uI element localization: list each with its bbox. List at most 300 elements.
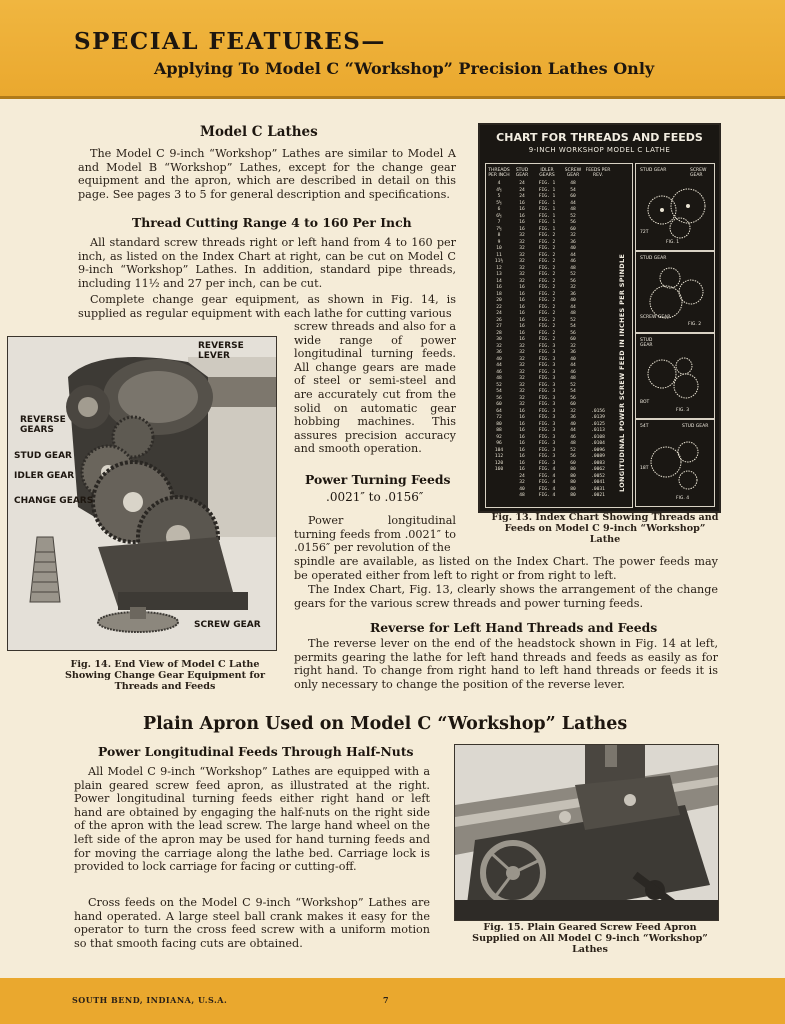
chart-table (485, 163, 633, 508)
chart-row (486, 376, 632, 382)
col-header-feeds: FEEDS PER REV. (585, 168, 611, 178)
power-turning-paragraph-b: spindle are available, as listed on the Index Chart. The power feeds may be operated either from left to right or from right to left. (294, 555, 718, 582)
chart-cell: 7 (497, 220, 501, 225)
chart-cell: 16 (519, 317, 525, 323)
chart-cell: 32 (519, 246, 525, 251)
chart-cell: 56 (570, 330, 576, 336)
chart-cell: 18 (496, 291, 502, 297)
chart-cell: .0125 (591, 421, 605, 427)
chart-row (486, 461, 632, 467)
chart-subtitle: 9-INCH WORKSHOP MODEL C LATHE (528, 146, 671, 154)
fig4-label: FIG. 4 (676, 496, 690, 501)
chart-row (486, 188, 632, 194)
chart-cell: FIG. 3 (538, 363, 556, 368)
chart-cell: 32 (519, 389, 525, 394)
chart-cell: 8 (497, 233, 501, 238)
chart-row (486, 207, 632, 213)
chart-row (486, 402, 632, 408)
chart-cell: 16 (519, 324, 525, 329)
chart-cell: FIG. 3 (538, 389, 556, 394)
chart-cell: 16 (519, 220, 525, 225)
chart-cell: 11½ (494, 259, 504, 264)
chart-cell: 16 (519, 441, 525, 446)
chart-cell: 96 (496, 441, 502, 446)
chart-cell: .0104 (591, 441, 605, 446)
chart-cell: 22 (496, 304, 502, 310)
fig13-caption: Fig. 13. Index Chart Showing Threads and Feeds on Model C 9-inch “Workshop” Lathe (491, 512, 719, 545)
chart-row (486, 357, 632, 363)
chart-cell: 40 (570, 246, 576, 251)
chart-cell: FIG. 4 (538, 467, 556, 472)
chart-cell: FIG. 3 (538, 382, 556, 388)
chart-row (486, 246, 632, 252)
page-number: 7 (383, 995, 389, 1005)
chart-cell: .0041 (591, 480, 605, 485)
apron-paragraph: All Model C 9-inch “Workshop” Lathes are equipped with a plain geared screw feed apron, as illustrated at the right. Power longitudinal turning feeds either right hand or left hand are obtained by engaging the half-nuts on the right side of the apron with the lead screw. The large hand wheel on the left side of the apron may be used for hand turning feeds and for moving the carriage along the lathe bed. Carriage lock is provided to lock carriage for facing or cutting-off. (74, 765, 430, 874)
chart-row (486, 220, 632, 226)
chart-row (486, 305, 632, 311)
chart-cell: FIG. 2 (538, 272, 556, 277)
chart-cell: 88 (496, 428, 502, 433)
chart-cell: FIG. 2 (538, 304, 556, 310)
chart-cell: 24 (519, 187, 525, 193)
chart-cell: 36 (570, 239, 576, 245)
chart-cell: 54 (496, 389, 502, 394)
power-turning-range: .0021″ to .0156″ (326, 490, 424, 504)
chart-cell: 60 (570, 337, 576, 342)
chart-fig1 (635, 163, 715, 251)
chart-cell: 56 (570, 278, 576, 284)
chart-cell: 32 (570, 408, 576, 414)
chart-cell: FIG. 3 (538, 369, 556, 375)
chart-row (486, 337, 632, 343)
chart-cell: 112 (494, 454, 504, 459)
chart-cell: 5½ (496, 200, 502, 206)
chart-row (486, 279, 632, 285)
chart-cell: FIG. 3 (538, 356, 556, 362)
fig1-screw-label: SCREW GEAR (690, 168, 707, 178)
chart-row (486, 396, 632, 402)
chart-cell: .0031 (591, 486, 605, 492)
chart-fig2 (635, 251, 715, 333)
chart-row (486, 454, 632, 460)
chart-cell: 48 (570, 376, 576, 381)
chart-cell: 16 (519, 415, 525, 420)
svg-text:LONGITUDINAL POWER SCREW FEED: LONGITUDINAL POWER SCREW FEED IN INCHES PER SPINDLE REVOLUTION (618, 254, 626, 492)
chart-cell: FIG. 2 (538, 259, 556, 264)
chart-cell: FIG. 2 (538, 311, 556, 316)
label-stud-gear: STUD GEAR (14, 451, 72, 461)
chart-cell: FIG. 2 (538, 337, 556, 342)
chart-cell: 60 (570, 460, 576, 466)
chart-cell: 6½ (496, 213, 502, 219)
change-gear-illustration (8, 337, 276, 650)
chart-fig3 (635, 333, 715, 419)
chart-cell: 80 (570, 486, 576, 492)
chart-row (486, 441, 632, 447)
chart-cell: 32 (519, 272, 525, 277)
chart-cell: 60 (570, 226, 576, 232)
chart-row (486, 272, 632, 278)
chart-cell: FIG. 2 (538, 298, 556, 303)
chart-row (486, 435, 632, 441)
chart-cell: FIG. 4 (538, 480, 556, 485)
chart-cell: FIG. 2 (538, 233, 556, 238)
chart-cell: 16 (496, 285, 502, 290)
chart-cell: FIG. 4 (538, 473, 556, 479)
label-reverse-lever: REVERSE LEVER (198, 341, 244, 361)
chart-row (486, 350, 632, 356)
chart-cell: 52 (496, 382, 502, 388)
chart-cell: 56 (570, 454, 576, 459)
chart-cell: 44 (496, 363, 502, 368)
fig1-stud-label: STUD GEAR (640, 168, 667, 173)
chart-row (486, 266, 632, 272)
fig1-72t-label: 72T (640, 230, 649, 235)
change-gear-paragraph-a: Complete change gear equipment, as shown in Fig. 14, is supplied as regular equipment with each lathe for cutting various (78, 293, 456, 320)
chart-cell: 30 (496, 337, 502, 342)
section-heading-model-c: Model C Lathes (200, 124, 318, 140)
chart-cell: .0062 (591, 467, 605, 472)
chart-cell: 60 (570, 402, 576, 407)
chart-cell: 24 (519, 181, 525, 186)
chart-row (486, 233, 632, 239)
fig14-photo (7, 336, 277, 651)
fig15-photo (454, 744, 719, 921)
chart-cell: FIG. 1 (538, 213, 556, 219)
chart-cell: 16 (519, 226, 525, 232)
chart-cell: 60 (496, 402, 502, 407)
thread-range-paragraph: All standard screw threads right or left hand from 4 to 160 per inch, as listed on the Index Chart at right, can be cut on Model C 9-inch “Workshop” Lathes. In addition, standard pipe threads, including 11½ and 27 per inch, can be cut. (78, 236, 456, 290)
chart-cell: 16 (519, 434, 525, 440)
chart-cell: FIG. 3 (538, 441, 556, 446)
chart-cell: 32 (519, 259, 525, 264)
chart-cell: 54 (570, 187, 576, 193)
fig15-caption: Fig. 15. Plain Geared Screw Feed Apron Supplied on All Model C 9-inch “Workshop” Lathes (472, 922, 708, 955)
chart-cell: 32 (519, 233, 525, 238)
chart-cell: 7½ (496, 226, 502, 232)
fig3-label: FIG. 3 (676, 408, 690, 413)
chart-cell: 16 (519, 421, 525, 427)
chart-cell: 48 (570, 207, 576, 212)
chart-cell: 44 (570, 363, 576, 368)
chart-cell: 36 (570, 350, 576, 355)
chart-cell: FIG. 1 (538, 187, 556, 193)
chart-cell: 32 (519, 402, 525, 407)
chart-cell: 56 (570, 220, 576, 225)
chart-cell: 80 (496, 421, 502, 427)
chart-row (486, 181, 632, 187)
col-header-idler: IDLER GEARS (539, 168, 555, 178)
chart-cell: 52 (570, 272, 576, 277)
chart-cell: 56 (570, 395, 576, 401)
chart-cell: FIG. 3 (538, 421, 556, 427)
chart-cell: 36 (570, 415, 576, 420)
chart-cell: .0096 (591, 447, 605, 453)
chart-cell: 13 (496, 272, 502, 277)
chart-cell: FIG. 2 (538, 330, 556, 336)
chart-cell: 32 (519, 239, 525, 245)
reverse-paragraph: The reverse lever on the end of the headstock shown in Fig. 14 at left, permits gearing the lathe for left hand threads and feeds as easily as for right hand. To change from right hand to left hand threads or feeds it is only necessary to change the position of the reverse lever. (294, 637, 718, 691)
chart-cell: 36 (570, 291, 576, 297)
fig3-bot-label: BOT (640, 400, 650, 405)
header-divider (0, 96, 785, 99)
chart-cell: FIG. 2 (538, 239, 556, 245)
chart-cell: 6 (497, 207, 501, 212)
chart-cell: 16 (519, 428, 525, 433)
chart-cell: FIG. 1 (538, 181, 556, 186)
chart-cell: FIG. 3 (538, 428, 556, 433)
chart-cell: 16 (519, 213, 525, 219)
page-footer (0, 978, 785, 1024)
chart-cell: 46 (570, 259, 576, 264)
chart-fig4 (635, 419, 715, 507)
thread-range-heading: Thread Cutting Range 4 to 160 Per Inch (132, 215, 412, 230)
chart-cell: FIG. 1 (538, 207, 556, 212)
chart-cell: 32 (519, 395, 525, 401)
chart-cell: 72 (496, 415, 502, 420)
chart-row (486, 487, 632, 493)
chart-cell: FIG. 2 (538, 252, 556, 258)
chart-row (486, 194, 632, 200)
chart-cell: 160 (494, 467, 504, 472)
chart-cell: FIG. 3 (538, 350, 556, 355)
fig4-18t-label: 18T (640, 466, 649, 471)
chart-cell: 16 (519, 330, 525, 336)
chart-cell: FIG. 3 (538, 343, 556, 349)
chart-row (486, 389, 632, 395)
chart-row (486, 311, 632, 317)
chart-cell: 40 (570, 298, 576, 303)
thread-feed-chart (478, 123, 721, 513)
chart-cell: 14 (496, 278, 502, 284)
apron-subheading: Power Longitudinal Feeds Through Half-Nuts (98, 744, 414, 759)
chart-cell: 4½ (496, 187, 502, 193)
apron-illustration (455, 745, 718, 920)
fig2-label: FIG. 2 (688, 322, 702, 327)
page-title: SPECIAL FEATURES— (74, 28, 386, 55)
chart-cell: FIG. 2 (538, 278, 556, 284)
chart-cell: 48 (570, 265, 576, 271)
chart-row (486, 474, 632, 480)
label-idler-gear: IDLER GEAR (14, 471, 75, 481)
chart-cell: 32 (496, 343, 502, 349)
fig2-stud-label: STUD GEAR (640, 256, 667, 261)
chart-cell: 80 (570, 493, 576, 498)
chart-cell: .0139 (591, 415, 605, 420)
chart-row (486, 324, 632, 330)
chart-cell: 46 (570, 369, 576, 375)
chart-cell: 104 (494, 447, 504, 453)
chart-cell: 40 (496, 356, 502, 362)
chart-row (486, 415, 632, 421)
chart-cell: 60 (570, 194, 576, 199)
chart-cell: 24 (519, 194, 525, 199)
chart-cell: FIG. 3 (538, 460, 556, 466)
chart-cell: FIG. 1 (538, 200, 556, 206)
fig2-screw-label: SCREW GEAR (640, 315, 671, 320)
chart-cell: 32 (519, 343, 525, 349)
chart-cell: FIG. 4 (538, 486, 556, 492)
chart-cell: 32 (519, 480, 525, 485)
chart-cell: 44 (570, 304, 576, 310)
chart-cell: 9 (497, 239, 501, 245)
chart-cell: 26 (496, 317, 502, 323)
chart-cell: 10 (496, 246, 502, 251)
chart-cell: 48 (570, 441, 576, 446)
chart-cell: 27 (496, 324, 502, 329)
chart-cell: FIG. 1 (538, 194, 556, 199)
chart-row (486, 253, 632, 259)
chart-cell: 46 (570, 434, 576, 440)
chart-cell: 16 (519, 291, 525, 297)
chart-row (486, 493, 632, 499)
reverse-heading: Reverse for Left Hand Threads and Feeds (370, 620, 658, 635)
chart-cell: 24 (519, 473, 525, 479)
fig4-stud-label: STUD GEAR (682, 424, 709, 429)
chart-cell: FIG. 3 (538, 376, 556, 381)
chart-cell: 24 (496, 311, 502, 316)
chart-cell: .0113 (591, 428, 605, 433)
chart-cell: 54 (570, 324, 576, 329)
chart-cell: 28 (496, 330, 502, 336)
chart-cell: 80 (570, 473, 576, 479)
chart-cell: 16 (519, 337, 525, 342)
chart-cell: 44 (570, 428, 576, 433)
chart-cell: .0108 (591, 434, 605, 440)
chart-row (486, 259, 632, 265)
cross-feed-paragraph: Cross feeds on the Model C 9-inch “Workshop” Lathes are hand operated. A large steel ball crank makes it easy for the operator to turn the cross feed screw with a uniform motion so that smooth facing cuts are obtained. (74, 896, 430, 950)
chart-cell: 48 (570, 181, 576, 186)
chart-title: CHART FOR THREADS AND FEEDS (496, 131, 703, 144)
chart-row (486, 383, 632, 389)
chart-cell: 16 (519, 304, 525, 310)
chart-cell: 32 (519, 376, 525, 381)
chart-cell: 40 (570, 421, 576, 427)
chart-row (486, 318, 632, 324)
col-header-stud: STUD GEAR (515, 168, 529, 178)
chart-cell: FIG. 1 (538, 220, 556, 225)
chart-cell: 32 (570, 285, 576, 290)
chart-row (486, 422, 632, 428)
chart-cell: FIG. 2 (538, 324, 556, 329)
chart-cell: 16 (519, 454, 525, 459)
apron-heading: Plain Apron Used on Model C “Workshop” Lathes (143, 714, 628, 734)
chart-row (486, 428, 632, 434)
fig1-label: FIG. 1 (666, 240, 680, 245)
chart-cell: 44 (570, 252, 576, 258)
chart-cell: 16 (519, 408, 525, 414)
chart-cell: 16 (519, 298, 525, 303)
chart-cell: 52 (570, 317, 576, 323)
chart-cell: 32 (519, 363, 525, 368)
chart-cell: 32 (570, 233, 576, 238)
chart-cell: FIG. 3 (538, 447, 556, 453)
chart-cell: 120 (494, 460, 504, 466)
chart-cell: FIG. 2 (538, 291, 556, 297)
chart-row (486, 292, 632, 298)
power-turning-heading: Power Turning Feeds (305, 472, 451, 487)
chart-cell: 11 (496, 252, 502, 258)
chart-cell: FIG. 3 (538, 454, 556, 459)
model-c-paragraph: The Model C 9-inch “Workshop” Lathes are similar to Model A and Model B “Workshop” Lathes, except for the change gear equipment and the apron, which are described in detail on this page. See pages 3 to 5 for general description and specifications. (78, 147, 456, 201)
chart-cell: 16 (519, 200, 525, 206)
chart-side-label (614, 254, 628, 494)
chart-row (486, 467, 632, 473)
chart-row (486, 227, 632, 233)
chart-cell: 32 (519, 350, 525, 355)
label-change-gears: CHANGE GEARS (14, 496, 94, 506)
chart-row (486, 370, 632, 376)
chart-cell: FIG. 3 (538, 415, 556, 420)
chart-cell: .0021 (591, 493, 605, 498)
col-header-screw: SCREW GEAR (564, 168, 582, 178)
fig4-54t-label: 54T (640, 424, 649, 429)
chart-row (486, 214, 632, 220)
chart-cell: 16 (519, 285, 525, 290)
fig3-stud-label: STUD GEAR (640, 338, 653, 348)
chart-cell: 16 (519, 447, 525, 453)
chart-cell: FIG. 2 (538, 246, 556, 251)
label-reverse-gears: REVERSE GEARS (20, 415, 66, 435)
chart-cell: FIG. 3 (538, 402, 556, 407)
chart-cell: FIG. 4 (538, 493, 556, 498)
chart-cell: 40 (570, 356, 576, 362)
chart-cell: FIG. 2 (538, 285, 556, 290)
chart-cell: .0156 (591, 408, 605, 414)
chart-cell: FIG. 2 (538, 317, 556, 323)
page-subtitle: Applying To Model C “Workshop” Precision Lathes Only (154, 59, 655, 78)
chart-row (486, 409, 632, 415)
chart-cell: FIG. 3 (538, 395, 556, 401)
chart-row (486, 344, 632, 350)
chart-row (486, 240, 632, 246)
chart-cell: 16 (519, 207, 525, 212)
chart-cell: 5 (497, 194, 501, 199)
index-chart-paragraph: The Index Chart, Fig. 13, clearly shows the arrangement of the change gears for the various screw threads and power turning feeds. (294, 583, 718, 610)
chart-cell: 44 (570, 200, 576, 206)
chart-cell: 32 (519, 382, 525, 388)
chart-cell: 32 (519, 369, 525, 375)
chart-cell: 16 (519, 467, 525, 472)
chart-cell: 32 (519, 356, 525, 362)
chart-cell: 32 (519, 265, 525, 271)
chart-cell: FIG. 3 (538, 408, 556, 414)
chart-cell: 80 (570, 467, 576, 472)
chart-cell: 92 (496, 434, 502, 440)
chart-cell: 4 (497, 181, 501, 186)
chart-cell: .0083 (591, 460, 605, 466)
chart-cell: 16 (519, 460, 525, 466)
chart-row (486, 298, 632, 304)
chart-cell: 48 (570, 311, 576, 316)
footer-location: SOUTH BEND, INDIANA, U.S.A. (72, 995, 228, 1005)
chart-cell: 36 (496, 350, 502, 355)
chart-cell: 52 (570, 447, 576, 453)
power-turning-paragraph-a: Power longitudinal turning feeds from .0021″ to .0156″ per revolution of the (294, 514, 456, 555)
chart-cell: 52 (570, 382, 576, 388)
chart-cell: 16 (519, 311, 525, 316)
chart-row (486, 285, 632, 291)
chart-cell: 54 (570, 389, 576, 394)
chart-cell: 20 (496, 298, 502, 303)
col-header-threads: THREADS PER INCH (488, 168, 510, 178)
chart-row (486, 448, 632, 454)
chart-row (486, 480, 632, 486)
chart-row (486, 201, 632, 207)
chart-row (486, 363, 632, 369)
chart-cell: 80 (570, 480, 576, 485)
